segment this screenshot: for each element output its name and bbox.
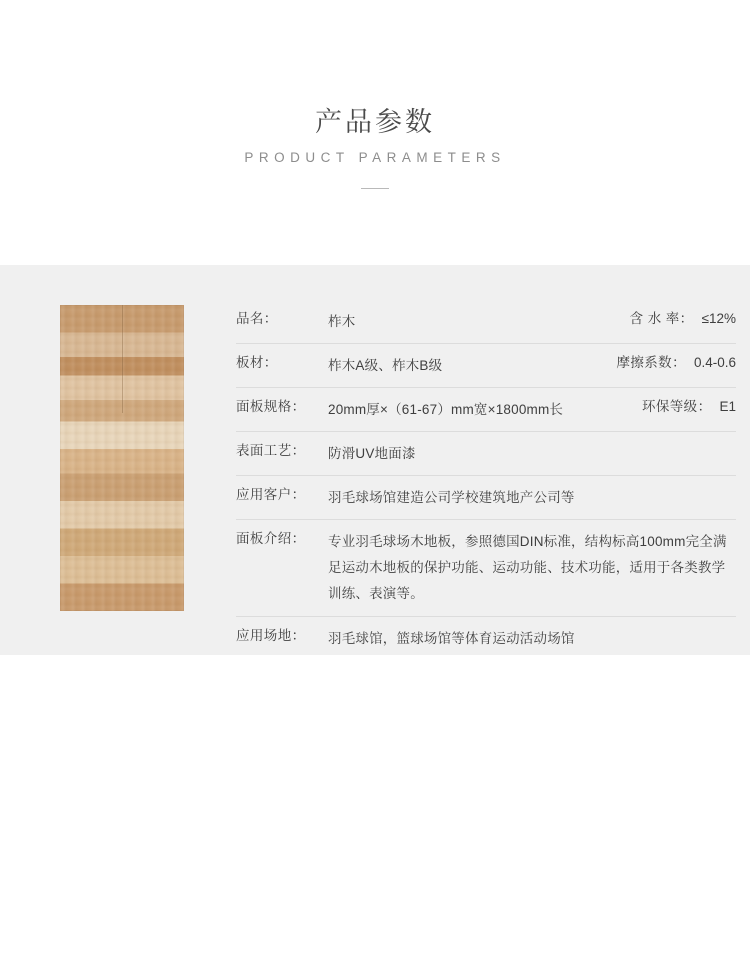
spec-label-secondary: 环保等级： — [641, 399, 712, 414]
spec-secondary — [642, 397, 736, 417]
watermark-text: 欧式风采 — [250, 772, 526, 968]
spec-secondary — [630, 309, 736, 329]
wood-plank-seam — [122, 305, 123, 413]
product-sample-image — [60, 305, 184, 611]
table-row — [236, 300, 736, 344]
table-row — [236, 344, 736, 388]
page-header — [0, 0, 750, 265]
table-row — [236, 432, 736, 476]
spec-value: 柞木 — [328, 314, 356, 329]
spec-value: 柞木A级、柞木B级 — [328, 358, 443, 373]
spec-value: 专业羽毛球场木地板，参照德国DIN标准，结构标高100mm完全满足运动木地板的保护功能、运动功能、技术功能，适用于各类教学训练、表演等。 — [328, 534, 727, 601]
table-row — [236, 388, 736, 432]
spec-label-secondary: 摩擦系数： — [616, 355, 686, 370]
spec-value: 20mm厚×（61-67）mm宽×1800mm长 — [328, 402, 564, 417]
spec-label: 应用客户： — [236, 487, 306, 502]
spec-value: 羽毛球场馆建造公司学校建筑地产公司等 — [328, 490, 575, 505]
spec-value-secondary: ≤12% — [701, 311, 736, 326]
spec-value: 防滑UV地面漆 — [328, 446, 416, 461]
spec-label-secondary: 含 水 率： — [629, 311, 694, 326]
table-row — [236, 520, 736, 617]
page-title: 产品参数 — [315, 107, 435, 137]
spec-table — [236, 300, 736, 660]
header-divider — [361, 188, 389, 189]
spec-label: 面板规格： — [236, 399, 306, 414]
spec-label: 应用场地： — [236, 628, 306, 643]
spec-label: 表面工艺： — [236, 443, 306, 458]
page-subtitle: PRODUCT PARAMETERS — [244, 150, 506, 165]
table-row — [236, 476, 736, 520]
spec-label: 品名： — [236, 311, 278, 326]
spec-label: 面板介绍： — [236, 531, 306, 546]
spec-value-secondary: 0.4-0.6 — [693, 355, 736, 370]
table-row — [236, 617, 736, 660]
spec-label: 板材： — [236, 355, 278, 370]
spec-secondary — [616, 353, 736, 373]
spec-value-secondary: E1 — [719, 399, 736, 414]
spec-value: 羽毛球馆，篮球场馆等体育运动活动场馆 — [328, 631, 575, 646]
